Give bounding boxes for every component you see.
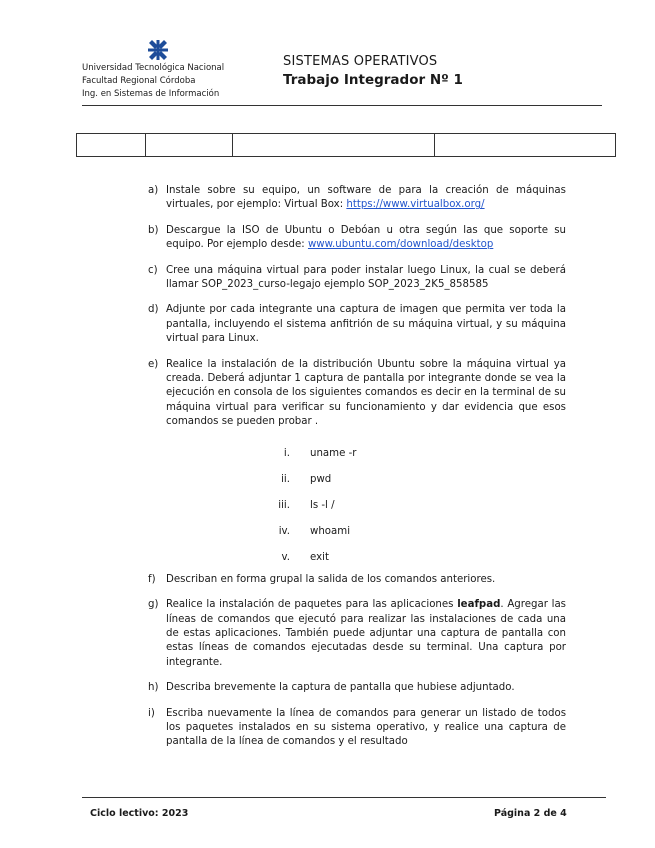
info-cell <box>435 134 616 157</box>
command-number: iii. <box>278 499 290 511</box>
faculty-name: Facultad Regional Córdoba <box>82 76 196 86</box>
course-name: SISTEMAS OPERATIVOS <box>283 54 438 69</box>
command-item <box>148 473 566 499</box>
item-marker: d) <box>148 304 159 316</box>
command-item <box>148 447 566 473</box>
list-item <box>148 681 566 695</box>
item-text-continued: . Agregar las líneas de comandos que ejecutó para realizar las instalaciones de cada una de estas aplicaciones. También puede adjuntar una captura de pantalla con estas líneas de comandos ejecutadas desde su terminal. Una captura por integrante. <box>166 599 566 668</box>
item-text: Describa brevemente la captura de pantalla que hubiese adjuntado. <box>166 682 515 694</box>
item-marker: h) <box>148 682 159 694</box>
virtualbox-link[interactable]: https://www.virtualbox.org/ <box>346 199 485 211</box>
info-cell <box>233 134 435 157</box>
info-cell <box>77 134 146 157</box>
ubuntu-link[interactable]: www.ubuntu.com/download/desktop <box>307 239 494 251</box>
command-text: exit <box>310 551 329 563</box>
item-text: Adjunte por cada integrante una captura de imagen que permita ver toda la pantalla, incluyendo el sistema anfitrión de su máquina virtual, y su máquina virtual para Linux. <box>166 304 566 345</box>
list-item <box>148 598 566 670</box>
career-name: Ing. en Sistemas de Información <box>82 89 220 99</box>
item-text: Realice la instalación de paquetes para las aplicaciones <box>166 599 458 611</box>
list-item <box>148 573 566 587</box>
document-title <box>283 54 463 88</box>
list-item <box>148 358 566 430</box>
item-marker: b) <box>148 224 159 236</box>
list-item <box>148 224 566 253</box>
command-text: whoami <box>310 525 351 537</box>
item-marker: f) <box>148 573 156 585</box>
list-item <box>148 184 566 213</box>
item-marker: c) <box>148 264 158 276</box>
command-text: pwd <box>310 473 332 485</box>
item-text: Escriba nuevamente la línea de comandos para generar un listado de todos los paquetes instalados en su sistema operativo, y realice una captura de pantalla de la línea de comandos y el resultado <box>166 707 566 748</box>
command-text: uname -r <box>310 447 357 459</box>
item-text: Descargue la ISO de Ubuntu o Debóan u otra según las que soporte su equipo. Por ejemplo desde: <box>166 224 566 251</box>
utn-logo-icon <box>148 40 168 60</box>
info-cell <box>146 134 233 157</box>
item-marker: e) <box>148 358 159 370</box>
item-marker: i) <box>148 707 155 719</box>
assignment-name: Trabajo Integrador Nº 1 <box>283 72 463 88</box>
list-item <box>148 707 566 750</box>
command-item <box>148 525 566 551</box>
command-number: v. <box>281 551 290 563</box>
item-text: Instale sobre su equipo, un software de para la creación de máquinas virtuales, por ejemplo: Virtual Box: <box>166 185 566 211</box>
command-text: ls -l / <box>310 499 335 511</box>
item-marker: a) <box>148 185 159 196</box>
footer-page-number: Página 2 de 4 <box>494 808 567 819</box>
command-number: iv. <box>278 525 290 537</box>
command-item <box>148 551 566 573</box>
footer-cycle: Ciclo lectivo: 2023 <box>90 808 189 819</box>
footer-divider <box>82 797 606 798</box>
item-marker: g) <box>148 599 159 611</box>
info-table <box>76 133 616 157</box>
command-number: i. <box>283 447 290 459</box>
item-text: Cree una máquina virtual para poder instalar luego Linux, la cual se deberá llamar SOP_2023_curso-legajo ejemplo SOP_2023_2K5_858585 <box>166 264 566 291</box>
command-item <box>148 499 566 525</box>
university-name: Universidad Tecnológica Nacional <box>82 63 225 73</box>
university-block <box>82 62 224 101</box>
instructions <box>148 184 566 750</box>
command-list <box>148 447 566 573</box>
list-item <box>148 303 566 346</box>
command-number: ii. <box>281 473 290 485</box>
header-divider <box>82 105 602 106</box>
leafpad-term: leafpad <box>457 599 501 611</box>
item-text: Describan en forma grupal la salida de los comandos anteriores. <box>166 573 496 585</box>
item-text: Realice la instalación de la distribución Ubuntu sobre la máquina virtual ya creada. Deberá adjuntar 1 captura de pantalla por integrante donde se vea la ejecución en consola de los siguientes comandos es decir en la terminal de su máquina virtual para verificar su funcionamiento y dar evidencia que esos comandos se pueden probar . <box>166 358 566 428</box>
list-item <box>148 264 566 293</box>
